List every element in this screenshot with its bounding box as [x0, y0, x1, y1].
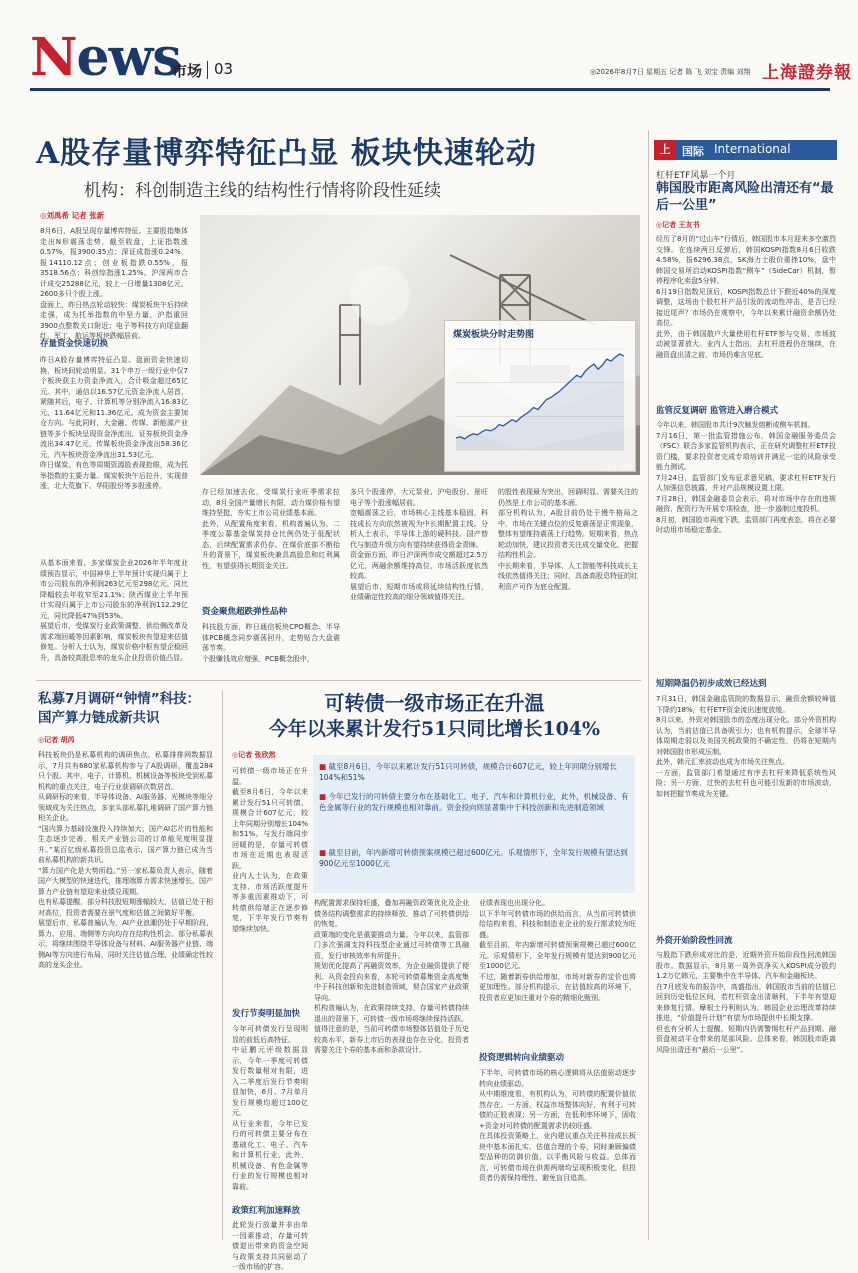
- bullet-icon: ■: [319, 762, 329, 771]
- intl-badge-cn: 国际: [682, 145, 704, 158]
- bond-summary-item: [319, 791, 629, 813]
- trend-chart: [450, 343, 630, 458]
- bullet-icon: ■: [319, 848, 329, 857]
- bond-summary-text: 截至目前，年内新增可转债预案规模已超过600亿元。乐观情形下，全年发行规模有望达到900亿元至1000亿元: [319, 848, 628, 868]
- bond-col2: 构配置需求保持旺盛，叠加再融资政策优化及企业债务结构调整需求的持续释放，推动了可转债供给的恢复。 政策端的变化是重要推动力量。今年以来，监管部门多次强调支持科技型企业通过可转债等工具融资，发行审核效率有所提升。 规划优化提高了再融资效率，为企业融资提供了便利。从资金投向来看，本轮可转债募集资金高度集中于科技创新和先进制造领域，契合国家产业政策导向。 机构普遍认为，在政策持续支持、存量可转债持续退出的背景下，可转债一级市场将继续保持活跃。 值得注意的是，当前可转债市场整体估值处于历史较高水平，新券上市后的表现也存在分化，投资者需要关注个券的基本面和条款设计。: [314, 899, 469, 1054]
- column-divider: [648, 130, 649, 1240]
- bond-col3b: 下半年，可转债市场的核心逻辑将从估值驱动逐步转向业绩驱动。 从中期维度看，有机构认为，可转债的配置价值依然存在。一方面，权益市场整体向好，有利于可转债的正股表现；另一方面，在低利率环境下，固收+资金对可转债的配置需求仍较旺盛。 在具体投资策略上，业内建议重点关注科技成长板块中基本面扎实、估值合理的个券，同时兼顾偏债型品种的防御价值，以平衡风险与收益。总体而言，可转债市场在供需两端均呈现积极变化，但投资者仍需保持理性，避免盲目追高。: [479, 1069, 636, 1182]
- bond-summary-item: [319, 761, 629, 783]
- masthead-rule: [30, 88, 830, 91]
- brand-logo: [30, 27, 181, 88]
- bond-summary-text: 截至8月6日，今年以来累计发行51只可转债，规模合计607亿元，较上年同期分别增长104%和51%: [319, 762, 617, 782]
- photo-credit: 张大伟 制图: [600, 464, 632, 471]
- main-col1-body2: 从基本面来看，多家煤炭企业2026年半年度业绩预告显示，中国神华上半年预计实现归属于上市公司股东的净利润263亿元至298亿元，同比降幅较去年收窄至21.1%；陕西煤业上半年预计实现归属于上市公司股东的净利润112.29亿元，同比降低47%到53%。 展望后市，受煤炭行业政策调整、供给侧改革及需求端回暖等因素影响，煤炭板块有望迎来估值修复。分析人士认为，煤炭价格中枢有望企稳回升，具备较高股息率的龙头企业投资价值凸显。: [40, 559, 188, 662]
- bond-col1b: 今年可转债发行呈现明显的前低后高特征。 中证鹏元评级数据显示，今年一季度可转债发行数量相对有限，进入二季度后发行节奏明显加快，6月、7月单月发行规模均超过100亿元。 从行业来看，今年已发行的可转债主要分布在基础化工、电子、汽车和计算机行业，此外，机械设备、有色金属等行业的发行规模也相对靠前。: [232, 1025, 308, 1191]
- main-col2-body: 存已经加速去化，受煤炭行业旺季需求拉动，8月全国产量增长有限，动力煤价格有望维持坚挺，夯实上市公司业绩基本面。 此外，从配置角度来看，机构普遍认为，二季度公募基金煤炭持仓比例仍处于低配状态，后续配置需求仍存。在煤价底部不断抬升的背景下，煤炭板块兼具高股息和红利属性，有望获得长期资金关注。: [202, 488, 340, 570]
- dateline: ◎2026年8月7日 星期五 记者 陈 飞 刘宝 责编 刘翔: [590, 68, 751, 76]
- main-col1-body: 昨日A股存量博弈特征凸显。盘面资金快速切换，板块间轮动明显。31个申万一级行业中仅7个板块获主力资金净流入，合计吸金超过65亿元。其中，通信以16.57亿元资金净流入居首，紧随其后，电子、计算机等分别净流入16.83亿元、11.64亿元和11.36亿元。成为资金主要加仓方向。与此同时，大金融、传媒、新能源产业链等多个板块呈现资金净流出，证券板块资金净流出34.47亿元，传媒板块资金净流出58.36亿元，汽车板块资金净流出31.53亿元。 昨日煤炭、有色等周期资源股表现抢眼，成为托举指数的主要力量。煤炭板块午后拉升，实现普涨，北大荒旗下、华阳股份等多股涨停。: [40, 356, 188, 490]
- bond-summary-box: [313, 755, 635, 893]
- main-subhead: 机构：科创制造主线的结构性行情将阶段性延续: [84, 181, 441, 201]
- bond-headline-1: 可转债一级市场正在升温: [324, 691, 545, 715]
- bond-summary-text: 今年已发行的可转债主要分布在基础化工、电子、汽车和计算机行业，此外，机械设备、有色金属等行业的发行规模也相对靠前。资金投向则显著集中于科技创新和先进制造领域: [319, 792, 629, 812]
- main-col4-body: 的股性表现最为突出，回调明显。需要关注的仍然是上市公司的基本面。 部分机构认为，A股目前仍处于慢牛格局之中，市场在关键点位的反复震荡是正常现象，整体有望维持震荡上行趋势。短期来看，热点轮动加快，建议投资者关注成交量变化，把握结构性机会。 中长期来看，半导体、人工智能等科技成长主线依然值得关注；同时，具备高股息特征的红利资产可作为底仓配置。: [498, 488, 638, 591]
- main-col3-body: 多只个股涨停，大元泵业、沪电股份、景旺电子等个股涨幅居前。 宽幅震荡之后，市场核心主线基本稳固，科技成长方向依然被视为中长期配置主线。分析人士表示，半导体上游的硬科技、国产替代与制造升级方向有望持续获得资金青睐。 资金面方面，昨日沪深两市成交额超过2.5万亿元，两融余额维持高位，市场活跃度依然较高。 展望后市，短期市场或将延续结构性行情，业绩确定性较高的细分领域值得关注。: [350, 488, 488, 601]
- bond-headline-2: 今年以来累计发行51只同比增长104%: [268, 718, 601, 740]
- science-divider: [222, 690, 223, 1240]
- intl-subhead-1: 监管反复调研 监管进入磨合模式: [656, 406, 778, 416]
- bond-summary-item: [319, 847, 629, 869]
- science-body: 科技板块仍是私募机构的调研焦点。私募排排网数据显示，7月共有680家私募机构参与了A股调研，覆盖284只个股。其中，电子、计算机、机械设备等板块受到私募机构的重点关注，电子行业获调研次数居首。 从调研标的来看，半导体设备、AI服务器、光模块等细分领域成为关注热点，多家头部私募扎堆调研了国产算力链相关企业。 “国内算力基础设施投入持续加大，国产AI芯片的性能和生态逐步完善，相关产业链公司的订单能见度明显提升。”某百亿级私募投资总监表示，国产算力链已成为当前私募机构的新共识。 “算力国产化是大势所趋。”另一家私募负责人表示，随着国产大模型的快速迭代，推理端算力需求快速增长，国产算力产业链有望迎来业绩兑现期。 也有私募提醒，部分科技股短期涨幅较大，估值已处于相对高位，投资者需要在景气度和估值之间做好平衡。 展望后市，私募普遍认为，AI产业浪潮仍处于早期阶段，算力、应用、端侧等方向均存在结构性机会。部分私募表示，将继续围绕半导体设备与材料、AI服务器产业链、端侧AI等方向进行布局，同时关注估值合理、业绩确定性较高的龙头企业。: [38, 751, 213, 969]
- main-subhead-2: 资金聚焦超跌弹性品种: [202, 607, 288, 617]
- intl-badge: [654, 140, 837, 160]
- masthead: [0, 0, 858, 98]
- brand-letter: N: [30, 27, 77, 88]
- intl-subhead-2: 短期降温仍初步成效已经达到: [656, 679, 767, 689]
- section-label: 市场: [172, 62, 203, 80]
- intl-kicker: 杠杆ETF风暴一个月: [656, 171, 736, 181]
- bond-col1: 可转债一级市场正在升温。 截至8月6日，今年以来累计发行51只可转债，规模合计607亿元，较上年同期分别增长104%和51%。与发行端同步回暖的是，存量可转债市场在近期也表现活跃。 业内人士认为，在政策支持、市场活跃度提升等多重因素推动下，可转债供给端正在逐步修复，下半年发行节奏有望继续加快。: [232, 767, 309, 933]
- page-number: 03: [214, 60, 234, 78]
- main-byline: ◎刘禹希 记者 张新: [40, 211, 105, 220]
- paper-name: 上海證券報: [762, 63, 852, 83]
- intl-badge-en: International: [714, 142, 791, 156]
- main-col2-body2: 科技股方面，昨日通信板块CPO概念、半导体PCB概念同步震荡回升，走势贴合大盘震荡节奏。 个股赚钱效应增强，PCB概念股中，: [202, 623, 340, 663]
- intl-headline: 韩国股市距离风险出清还有“最后一公里”: [656, 181, 834, 213]
- intl-body-2: 今年以来，韩国股市共计9次触发熔断或侧车机制。 7月16日，第一批监管措施公布，韩国金融服务委员会（FSC）联合多家监管机构表示，正在研究调整杠杆ETF投资门槛，要求投资者完成专项培训并满足一定的风险承受能力测试。 7月24日，监管部门发布征求意见稿，要求杠杆ETF发行人加强信息披露，并对产品规模设置上限。 7月28日，韩国金融委员会表示，将对市场中存在的违规融资、配资行为开展专项检查，进一步遏制过度投机。 8月初，韩国股市再度下跌，监管部门再度表态，将在必要时动用市场稳定基金。: [656, 421, 836, 534]
- bond-col1c: 此轮发行放量并非由单一因素推动，存量可转债退出带来的资金空间与政策支持共同驱动了一级市场的扩容。: [232, 1221, 308, 1271]
- main-subhead-1: 存量资金快速切换: [40, 339, 109, 349]
- intl-body-1: 经历了8月的“过山车”行情后，韩国股市本月迎来多空激烈交锋。在连续两日反弹后，韩国KOSPI指数8月6日收跌4.58%，报6296.38点，SK海力士股价重挫10%，盘中韩国交易所启动KOSPI指数“侧车”（SideCar）机制，暂停程序化卖盘5分钟。 6月19日指数见顶后，KOSPI指数总计下跌近40%的深度调整，这场由个股杠杆产品引发的流动性冲击，是否已经接近尾声？市场仍在观察中，今年以来累计融资余额仍处高位。 此外，由于韩国散户大量使用杠杆ETF参与交易，市场波动被显著放大。业内人士指出，去杠杆进程仍在继续，在融资盘出清之前，市场仍难言见底。: [656, 235, 836, 359]
- intl-byline: ◎记者 王友书: [656, 221, 700, 229]
- section-divider: [207, 61, 208, 79]
- intl-subhead-3: 外资开始阶段性回流: [656, 936, 733, 946]
- bond-subhead-1: 发行节奏明显加快: [232, 1009, 301, 1019]
- intl-body-3: 7月31日，韩国金融监管院的数据显示，融资余额较峰值下降约18%，杠杆ETF资金流出速度放缓。 8月以来，外资对韩国股市的态度出现分化。部分外资机构认为，当前估值已具备吸引力；也有机构提示，全球半导体周期走弱以及美国关税政策的不确定性，仍将在短期内对韩国股市形成压制。 此外，韩元汇率波动也成为市场关注焦点。 一方面，监管部门希望通过有序去杠杆来降低系统性风险；另一方面，过快的去杠杆也可能引发新的市场波动，如何把握节奏成为关键。: [656, 695, 836, 798]
- science-byline: ◎记者 胡芮: [38, 736, 75, 744]
- chart-title: 煤炭板块分时走势图: [453, 330, 535, 340]
- main-bottom-rule: [36, 680, 641, 681]
- bond-subhead-2: 政策红利加速释放: [232, 1206, 301, 1216]
- bond-subhead-3: 投资逻辑转向业绩驱动: [479, 1053, 565, 1063]
- intl-badge-logo: 上: [654, 140, 676, 160]
- brand-rest: ews: [76, 27, 181, 88]
- bullet-icon: ■: [319, 792, 329, 801]
- bond-col3: 业绩表现也出现分化。 以下半年可转债市场的供给而言，从当前可转债供给结构来看，科技和制造业企业的发行需求较为旺盛。 截至目前，年内新增可转债预案规模已超过600亿元。乐观情形下，全年发行规模有望达到900亿元至1000亿元。 不过，随着新券供给增加，市场对新券的定价也将更加理性。部分机构提示，在估值较高的环境下，投资者应更加注重对个券的精细化甄别。: [479, 899, 636, 1002]
- intl-body-4: 与股指下跌形成对比的是，近期外资开始阶段性回流韩国股市。数据显示，8月第一周外资净买入KOSPI成分股约1.2万亿韩元，主要集中在半导体、汽车和金融板块。 在7月底发布的报告中，高盛指出，韩国股市当前的估值已回到历史低位区间，若杠杆资金出清顺利，下半年有望迎来修复行情。摩根士丹利则认为，韩国企业治理改革持续推进，“价值提升计划”有望为市场提供中长期支撑。 但也有分析人士提醒，短期内仍需警惕杠杆产品到期、融资盘被动平仓带来的尾部风险。总体来看，韩国股市距离风险出清还有“最后一公里”。: [656, 951, 836, 1054]
- science-headline: 私募7月调研“钟情”科技：国产算力链成新共识: [38, 691, 201, 726]
- main-headline: A股存量博弈特征凸显 板块快速轮动: [36, 136, 537, 171]
- main-lead: 8月6日，A股呈现存量博弈特征。主要股指集体走出N形震荡走势，截至收盘，上证指数涨0.57%，报3900.35点；深证成指涨0.24%，报14110.12点；创业板指跌0.55%，报3518.56点；科创综指涨1.25%。沪深两市合计成交25288亿元，较上一日增量1308亿元，2600多只个股上涨。 盘面上，昨日热点轮动较快：煤炭板块午后持续走强，成为托举指数的中坚力量，沪指重回3900点整数关口附近；电子等科技方向尾盘翻红，军工、航运等板块跌幅居前。: [40, 227, 188, 340]
- photo-chart: [200, 215, 640, 475]
- chart-panel: [444, 320, 636, 472]
- bond-byline: ◎记者 张欣然: [232, 751, 276, 759]
